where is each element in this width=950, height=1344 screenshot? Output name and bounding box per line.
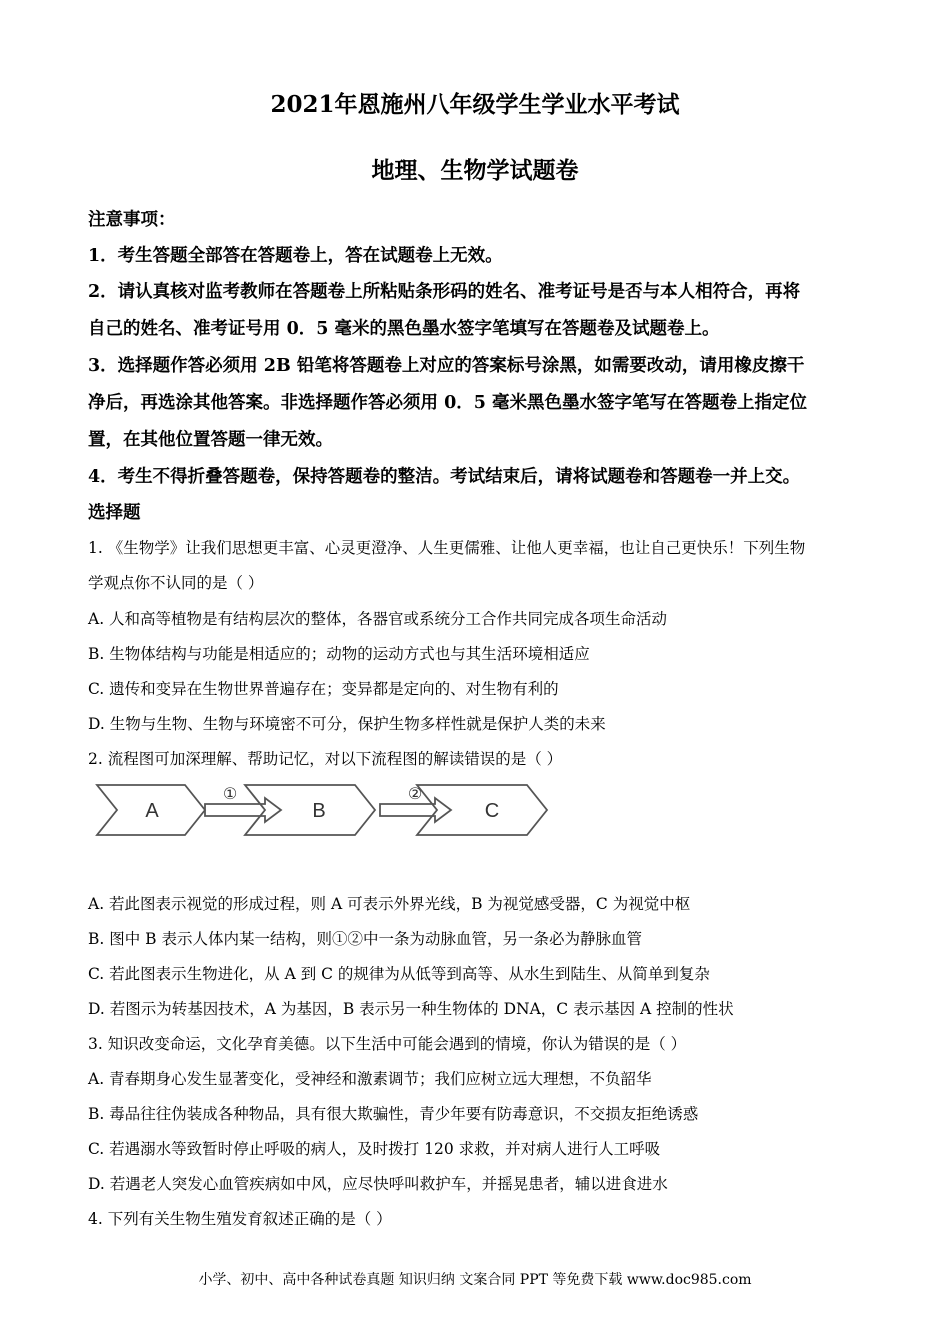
question-1-option-c: C. 遗传和变异在生物世界普遍存在；变异都是定向的、对生物有利的 <box>88 680 559 698</box>
question-3-stem: 3. 知识改变命运，文化孕育美德。以下生活中可能会遇到的情境，你认为错误的是（ ） <box>88 1035 687 1053</box>
question-2-option-d: D. 若图示为转基因技术，A 为基因，B 表示另一种生物体的 DNA，C 表示基因 A 控制的性状 <box>88 1000 734 1018</box>
question-3-option-c: C. 若遇溺水等致暂时停止呼吸的病人，及时拨打 120 求救，并对病人进行人工呼吸 <box>88 1140 661 1158</box>
question-2-option-b: B. 图中 B 表示人体内某一结构，则①②中一条为动脉血管，另一条必为静脉血管 <box>88 930 642 948</box>
question-3-option-b: B. 毒品往往伪装成各种物品，具有很大欺骗性，青少年要有防毒意识，不交损友拒绝诱惑 <box>88 1105 699 1123</box>
question-4-stem: 4. 下列有关生物生殖发育叙述正确的是（ ） <box>88 1210 392 1228</box>
question-1-option-b: B. 生物体结构与功能是相适应的；动物的运动方式也与其生活环境相适应 <box>88 645 590 663</box>
flow-node-c-label: C <box>484 800 500 822</box>
question-3-option-a: A. 青春期身心发生显著变化，受神经和激素调节；我们应树立远大理想，不负韶华 <box>88 1070 652 1088</box>
flow-arrow-1-shape <box>205 798 281 822</box>
notice-line: 1．考生答题全部答在答题卷上，答在试题卷上无效。 <box>88 246 503 266</box>
question-1-option-a: A. 人和高等植物是有结构层次的整体，各器官或系统分工合作共同完成各项生命活动 <box>88 610 668 628</box>
notice-line: 自己的姓名、准考证号用 0．5 毫米的黑色墨水签字笔填写在答题卷及试题卷上。 <box>88 319 720 339</box>
flow-node-a-label: A <box>145 800 159 822</box>
exam-title: 2021年恩施州八年级学生学业水平考试 <box>270 91 680 118</box>
notice-line: 净后，再选涂其他答案。非选择题作答必须用 0．5 毫米黑色墨水签字笔写在答题卷上指定位 <box>88 393 808 413</box>
flowchart-diagram <box>95 783 555 843</box>
question-1-stem-cont: 学观点你不认同的是（ ） <box>88 574 264 592</box>
flow-arrow-2-label: ② <box>407 784 423 803</box>
question-2-stem: 2. 流程图可加深理解、帮助记忆，对以下流程图的解读错误的是（ ） <box>88 750 563 768</box>
notice-heading: 注意事项： <box>88 210 176 230</box>
notice-line: 4．考生不得折叠答题卷，保持答题卷的整洁。考试结束后，请将试题卷和答题卷一并上交。 <box>88 467 801 487</box>
notice-line: 3．选择题作答必须用 2B 铅笔将答题卷上对应的答案标号涂黑，如需要改动，请用橡皮擦干 <box>88 356 805 376</box>
question-1-option-d: D. 生物与生物、生物与环境密不可分，保护生物多样性就是保护人类的未来 <box>88 715 606 733</box>
notice-line: 2．请认真核对监考教师在答题卷上所粘贴条形码的姓名、准考证号是否与本人相符合，再将 <box>88 282 801 302</box>
question-3-option-d: D. 若遇老人突发心血管疾病如中风，应尽快呼叫救护车，并摇晃患者，辅以进食进水 <box>88 1175 668 1193</box>
page-footer: 小学、初中、高中各种试卷真题 知识归纳 文案合同 PPT 等免费下载 www.doc985.com <box>198 1272 752 1288</box>
section-heading: 选择题 <box>88 503 141 523</box>
exam-subtitle: 地理、生物学试题卷 <box>371 157 579 184</box>
question-2-option-a: A. 若此图表示视觉的形成过程，则 A 可表示外界光线，B 为视觉感受器，C 为视觉中枢 <box>88 895 691 913</box>
question-1-stem: 1. 《生物学》让我们思想更丰富、心灵更澄净、人生更儒雅、让他人更幸福，也让自己更快乐！下列生物 <box>88 539 806 557</box>
notice-line: 置，在其他位置答题一律无效。 <box>88 430 333 450</box>
flow-node-c-shape <box>417 785 547 835</box>
flow-node-b-shape <box>245 785 375 835</box>
question-2-option-c: C. 若此图表示生物进化，从 A 到 C 的规律为从低等到高等、从水生到陆生、从简单到复杂 <box>88 965 710 983</box>
flow-node-b-label: B <box>312 800 326 822</box>
flow-arrow-1-label: ① <box>222 784 238 803</box>
